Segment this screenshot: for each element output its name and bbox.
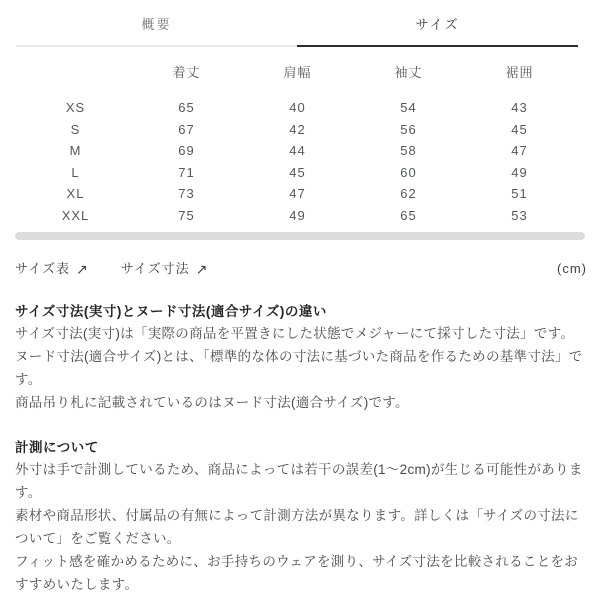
section-heading: 計測について <box>15 440 99 455</box>
size-value: 67 <box>178 121 195 137</box>
table-row <box>20 162 575 184</box>
size-value: 47 <box>511 143 528 158</box>
size-measure-link[interactable] <box>121 260 209 278</box>
info-sections <box>15 302 586 596</box>
size-label: S <box>70 121 81 137</box>
size-label: XS <box>65 100 86 115</box>
unit-label: (cm) <box>557 261 587 276</box>
size-chart-link[interactable] <box>15 260 89 278</box>
size-value: 71 <box>178 164 195 180</box>
size-value: 40 <box>289 100 306 115</box>
size-value: 45 <box>289 164 306 180</box>
size-value: 43 <box>511 100 528 115</box>
size-value: 42 <box>289 121 306 137</box>
size-value: 47 <box>289 186 306 201</box>
size-chart-link-label: サイズ表 <box>15 261 70 276</box>
size-value: 75 <box>178 207 195 223</box>
size-value: 65 <box>400 207 417 223</box>
paragraph: ヌード寸法(適合サイズ)とは、「標準的な体の寸法に基づいた商品を作るための基準寸法」です。 <box>15 349 583 387</box>
size-table <box>20 47 575 226</box>
size-value: 60 <box>400 164 417 180</box>
text-section <box>15 302 586 414</box>
size-value: 49 <box>289 207 306 223</box>
size-label: XXL <box>61 207 90 223</box>
paragraph: 商品吊り札に記載されているのはヌード寸法(適合サイズ)です。 <box>15 395 409 410</box>
size-value: 69 <box>178 143 195 158</box>
size-table-body <box>20 97 575 226</box>
table-scrollbar[interactable] <box>15 232 585 240</box>
links-row <box>15 260 587 278</box>
size-label: L <box>71 164 80 180</box>
size-label: XL <box>66 186 85 201</box>
size-value: 44 <box>289 143 306 158</box>
size-measure-link-label: サイズ寸法 <box>120 261 190 276</box>
table-row <box>20 205 575 227</box>
table-row <box>20 97 575 119</box>
external-link-icon: ↗ <box>195 261 209 277</box>
size-value: 45 <box>511 121 528 137</box>
size-value: 65 <box>178 100 195 115</box>
paragraph: フィット感を確かめるために、お手持ちのウェアを測り、サイズ寸法を比較されることをおすすめいたします。 <box>15 554 579 592</box>
section-heading: サイズ寸法(実寸)とヌード寸法(適合サイズ)の違い <box>15 304 327 319</box>
table-row <box>20 183 575 205</box>
size-value: 58 <box>400 143 417 158</box>
paragraph: 素材や商品形状、付属品の有無によって計測方法が異なります。詳しくは「サイズの寸法について」をご覧ください。 <box>15 508 579 546</box>
column-header: 裾囲 <box>505 65 534 80</box>
table-row <box>20 119 575 141</box>
size-value: 54 <box>400 100 417 115</box>
size-value: 56 <box>400 121 417 137</box>
paragraph: サイズ寸法(実寸)は「実際の商品を平置きにした状態でメジャーにて採寸した寸法」です。 <box>15 326 575 341</box>
size-label: M <box>69 143 82 158</box>
paragraph: 外寸は手で計測しているため、商品によっては若干の誤差(1〜2cm)が生じる可能性があります。 <box>15 462 583 500</box>
tab-bar <box>16 0 578 47</box>
size-value: 73 <box>178 186 195 201</box>
column-header: 肩幅 <box>283 65 312 80</box>
section-paragraphs <box>15 322 586 414</box>
tab-overview[interactable]: 概要 <box>16 0 297 47</box>
size-value: 62 <box>400 186 417 201</box>
column-header: 袖丈 <box>394 65 423 80</box>
text-section <box>15 438 586 596</box>
corner-cell <box>20 64 131 82</box>
tab-size[interactable]: サイズ <box>297 0 578 47</box>
size-value: 53 <box>511 207 528 223</box>
size-table-header <box>20 47 575 82</box>
section-paragraphs <box>15 458 586 596</box>
column-header: 着丈 <box>172 65 201 80</box>
table-row <box>20 140 575 162</box>
external-link-icon: ↗ <box>75 261 89 277</box>
size-value: 49 <box>511 164 528 180</box>
size-value: 51 <box>511 186 528 201</box>
